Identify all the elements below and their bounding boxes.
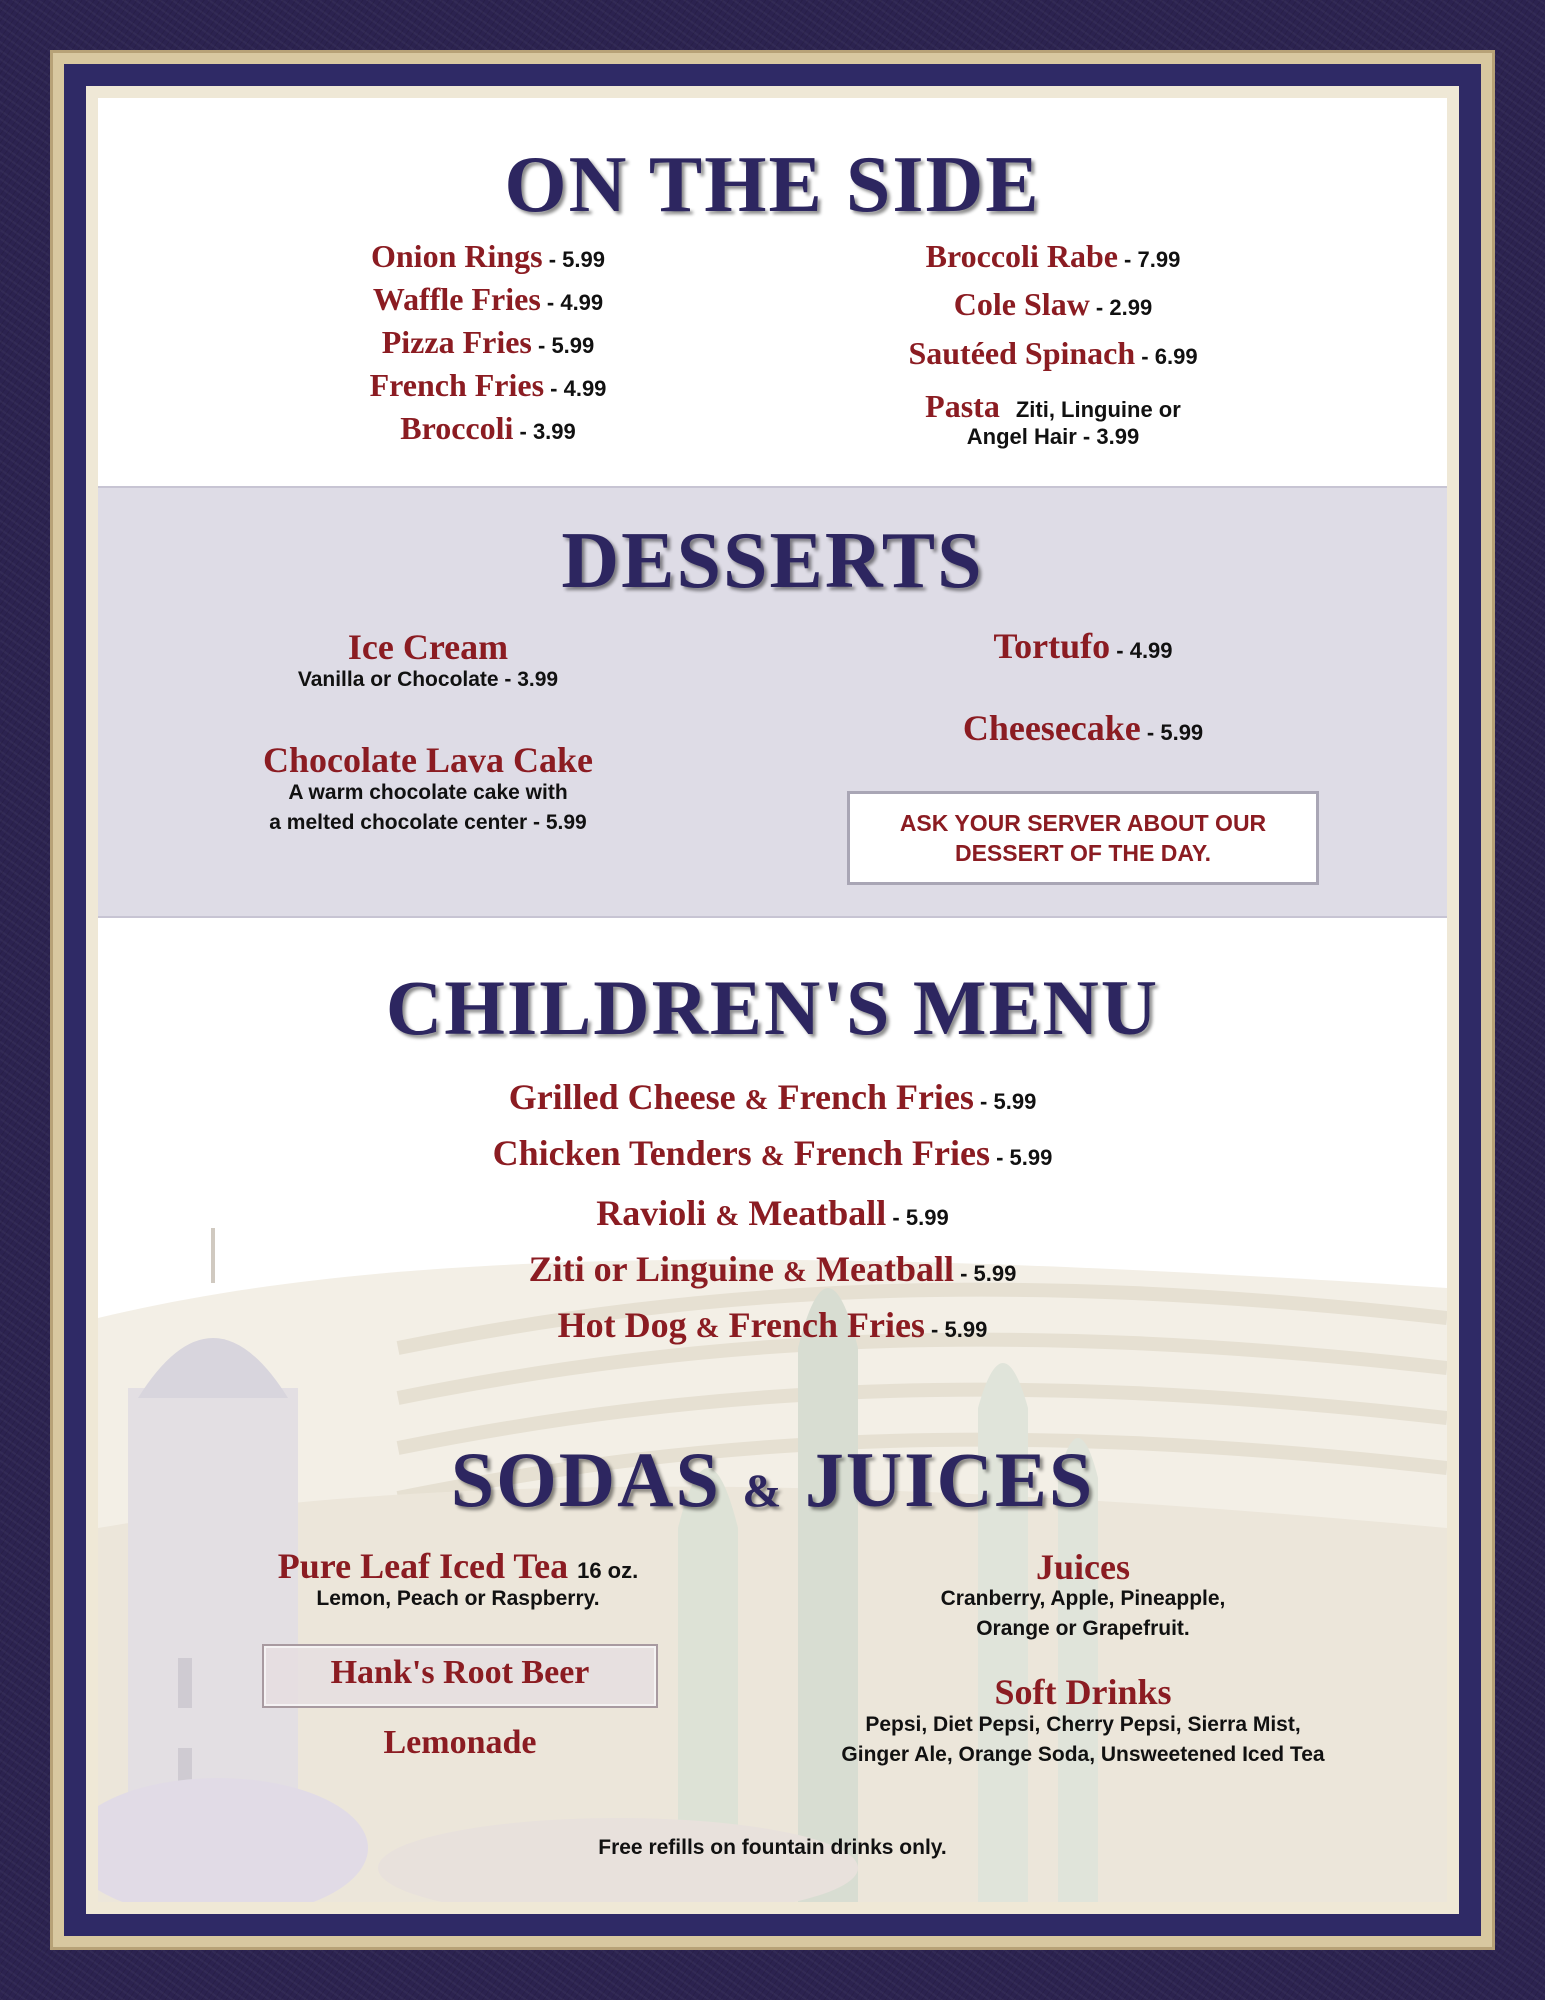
menu-item-french-fries: French Fries - 4.99 <box>369 367 607 403</box>
section-title-sodas-juices: SODAS & JUICES <box>450 1436 1095 1523</box>
menu-item-grilled-cheese: Grilled Cheese & French Fries - 5.99 <box>508 1077 1037 1117</box>
menu-item-pure-leaf-iced-tea: Pure Leaf Iced Tea 16 oz. <box>277 1546 639 1586</box>
menu-item-pizza-fries: Pizza Fries - 5.99 <box>381 324 595 360</box>
pasta-description: Angel Hair - 3.99 <box>966 424 1140 449</box>
ice-cream-description: Vanilla or Chocolate - 3.99 <box>297 668 559 691</box>
menu-item-onion-rings: Onion Rings - 5.99 <box>370 238 605 274</box>
menu-item-hanks-root-beer: Hank's Root Beer <box>330 1654 590 1691</box>
menu-item-chocolate-lava-cake: Chocolate Lava Cake <box>263 740 593 780</box>
menu-item-sauteed-spinach: Sautéed Spinach - 6.99 <box>908 335 1198 371</box>
menu-item-ice-cream: Ice Cream <box>347 627 509 667</box>
menu-item-soft-drinks: Soft Drinks <box>994 1672 1172 1712</box>
menu-item-lemonade: Lemonade <box>383 1724 537 1761</box>
menu-item-waffle-fries: Waffle Fries - 4.99 <box>372 281 604 317</box>
soft-drinks-list-line1: Pepsi, Diet Pepsi, Cherry Pepsi, Sierra Mist, <box>865 1713 1301 1736</box>
menu-item-juices: Juices <box>1036 1547 1130 1587</box>
menu-item-pasta: Pasta Ziti, Linguine or <box>925 388 1181 424</box>
free-refills-note: Free refills on fountain drinks only. <box>598 1836 947 1859</box>
juices-list-line1: Cranberry, Apple, Pineapple, <box>940 1587 1226 1610</box>
menu-page <box>98 98 1447 1902</box>
section-title-desserts: DESSERTS <box>561 517 984 605</box>
menu-item-chicken-tenders: Chicken Tenders & French Fries - 5.99 <box>492 1133 1053 1173</box>
dessert-of-the-day-text: ASK YOUR SERVER ABOUT OUR DESSERT OF THE DAY. <box>899 810 1267 866</box>
iced-tea-flavors: Lemon, Peach or Raspberry. <box>316 1587 600 1610</box>
juices-list-line2: Orange or Grapefruit. <box>976 1617 1190 1640</box>
menu-item-tortufo: Tortufo - 4.99 <box>993 626 1173 666</box>
lava-cake-description-line1: A warm chocolate cake with <box>288 781 568 804</box>
menu-item-hot-dog: Hot Dog & French Fries - 5.99 <box>557 1305 988 1345</box>
soft-drinks-list-line2: Ginger Ale, Orange Soda, Unsweetened Iced Tea <box>841 1743 1325 1766</box>
menu-item-broccoli: Broccoli - 3.99 <box>400 410 576 446</box>
menu-item-ziti-linguine-meatball: Ziti or Linguine & Meatball - 5.99 <box>528 1249 1017 1289</box>
dessert-of-the-day-notice <box>847 791 1319 885</box>
menu-item-cole-slaw: Cole Slaw - 2.99 <box>953 286 1153 322</box>
menu-item-cheesecake: Cheesecake - 5.99 <box>962 708 1204 748</box>
lava-cake-description-line2: a melted chocolate center - 5.99 <box>269 811 587 834</box>
menu-item-broccoli-rabe: Broccoli Rabe - 7.99 <box>925 238 1181 274</box>
section-title-childrens-menu: CHILDREN'S MENU <box>385 964 1160 1051</box>
menu-item-ravioli-meatball: Ravioli & Meatball - 5.99 <box>596 1193 949 1233</box>
section-title-on-the-side: ON THE SIDE <box>504 141 1041 229</box>
